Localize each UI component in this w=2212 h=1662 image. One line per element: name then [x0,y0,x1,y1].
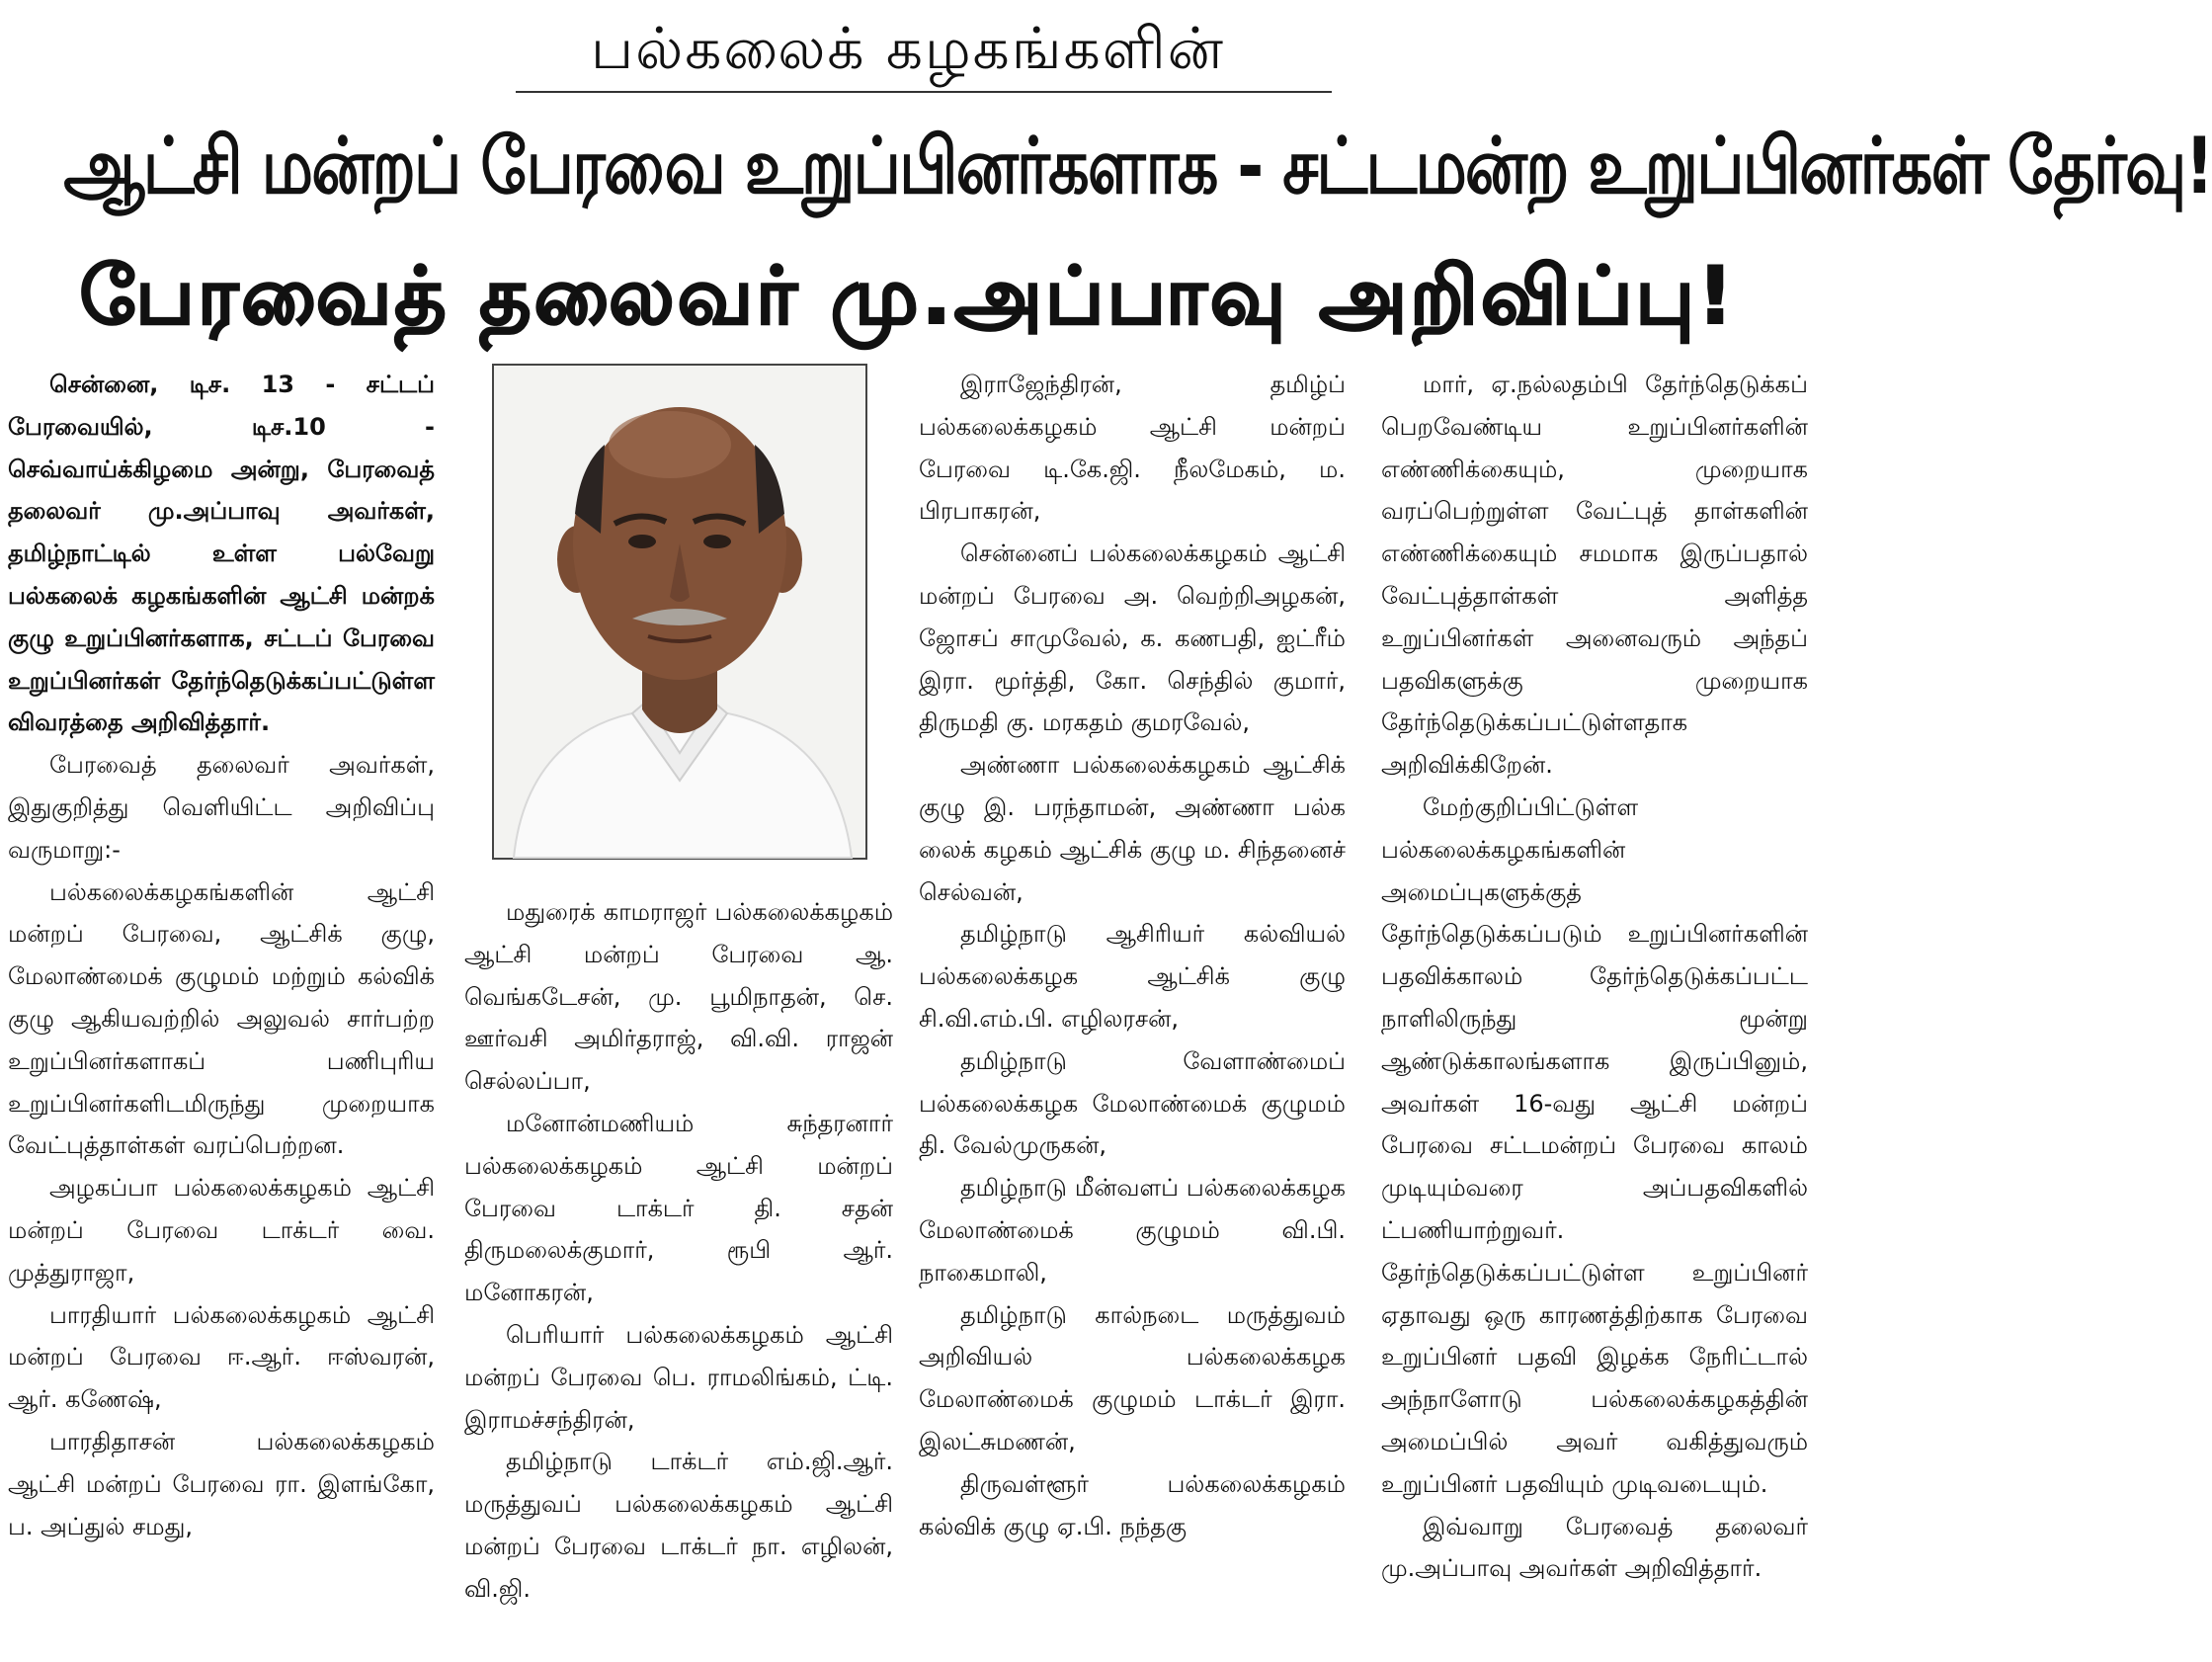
text-column-3 [919,364,1346,1547]
text-column-4 [1381,364,1808,1590]
paragraph: பாரதியார் பல்கலைக்கழகம் ஆட்சி மன்றப் பேரவை ஈ.ஆர். ஈஸ்வரன், ஆர். கணேஷ், [8,1300,435,1414]
paragraph: மதுரைக் காமராஜர் பல்கலைக்கழகம் ஆட்சி மன்றப் பேரவை ஆ. வெங்கடேசன், மு. பூமிநாதன், செ. ஊர்வசி அமிர்தராஜ், வி.வி. ராஜன் செல்லப்பா, [464,898,893,1096]
paragraph: சென்னைப் பல்கலைக்கழகம் ஆட்சி மன்றப் பேரவை அ. வெற்றிஅழகன், ஜோசப் சாமுவேல், க. கணபதி, ஐட்ரீம் இரா. மூர்த்தி, கோ. செந்தில் குமார், திருமதி கு. மரகதம் குமரவேல், [919,540,1346,737]
text-column-1 [8,364,435,1547]
portrait-illustration [494,366,865,858]
paragraph: மனோன்மணியம் சுந்தரனார் பல்கலைக்கழகம் ஆட்சி மன்றப் பேரவை டாக்டர் தி. சதன் திருமலைக்குமார், ரூபி ஆர். மனோகரன், [464,1109,893,1307]
paragraph: மார், ஏ.நல்லதம்பி தேர்ந்தெடுக்கப் பெறவேண்டிய உறுப்பினர்களின் எண்ணிக்கையும், முறையாக வரப்பெற்றுள்ள வேட்புத் தாள்களின் எண்ணிக்கையும் சமமாக இருப்பதால் வேட்புத்தாள்கள் அளித்த உறுப்பினர்கள் அனைவரும் அந்தப் பதவிகளுக்கு முறையாக தேர்ந்தெடுக்கப்பட்டுள்ளதாக அறிவிக்கிறேன். [1381,371,1808,780]
lead-paragraph: சென்னை, டிச. 13 - சட்டப் பேரவையில், டிச.10 - செவ்வாய்க்கிழமை அன்று, பேரவைத் தலைவர் மு.அப்பாவு அவர்கள், தமிழ்நாட்டில் உள்ள பல்வேறு பல்கலைக் கழகங்களின் ஆட்சி மன்றக் குழு உறுப்பினர்களாக, சட்டப் பேரவை உறுப்பினர்கள் தேர்ந்தெடுக்கப்பட்டுள்ள விவரத்தை அறிவித்தார். [8,371,435,737]
article-headline: ஆட்சி மன்றப் பேரவை உறுப்பினர்களாக - சட்டமன்ற உறுப்பினர்கள் தேர்வு! [63,121,2212,211]
paragraph: அழகப்பா பல்கலைக்கழகம் ஆட்சி மன்றப் பேரவை டாக்டர் வை. முத்துராஜா, [8,1174,435,1287]
kicker-underline [516,91,1332,93]
paragraph: இவ்வாறு பேரவைத் தலைவர் மு.அப்பாவு அவர்கள் அறிவித்தார். [1381,1512,1808,1583]
paragraph: தமிழ்நாடு மீன்வளப் பல்கலைக்கழக மேலாண்மைக் குழுமம் வி.பி. நாகைமாலி, [919,1174,1346,1287]
paragraph: மேற்குறிப்பிட்டுள்ள பல்கலைக்கழகங்களின் அமைப்புகளுக்குத் தேர்ந்தெடுக்கப்படும் உறுப்பினர்களின் பதவிக்காலம் தேர்ந்தெடுக்கப்பட்ட நாளிலிருந்து மூன்று ஆண்டுக்காலங்களாக இருப்பினும், அவர்கள் 16-வது ஆட்சி மன்றப் பேரவை சட்டமன்றப் பேரவை காலம் முடியும்வரை அப்பதவிகளில் ட்பணியாற்றுவர். தேர்ந்தெடுக்கப்பட்டுள்ள உறுப்பினர் ஏதாவது ஒரு காரணத்திற்காக பேரவை உறுப்பினர் பதவி இழக்க நேரிட்டால் அந்நாளோடு பல்கலைக்கழகத்தின் அமைப்பில் அவர் வகித்துவரும் உறுப்பினர் பதவியும் முடிவடையும். [1381,792,1808,1498]
paragraph: இராஜேந்திரன், தமிழ்ப் பல்கலைக்கழகம் ஆட்சி மன்றப் பேரவை டி.கே.ஜி. நீலமேகம், ம. பிரபாகரன், [919,371,1346,526]
paragraph: தமிழ்நாடு டாக்டர் எம்.ஜி.ஆர். மருத்துவப் பல்கலைக்கழகம் ஆட்சி மன்றப் பேரவை டாக்டர் நா. எழிலன், வி.ஜி. [464,1448,893,1603]
paragraph: தமிழ்நாடு ஆசிரியர் கல்வியல் பல்கலைக்கழக ஆட்சிக் குழு சி.வி.எம்.பி. எழிலரசன், [919,920,1346,1033]
paragraph: பல்கலைக்கழகங்களின் ஆட்சி மன்றப் பேரவை, ஆட்சிக் குழு, மேலாண்மைக் குழுமம் மற்றும் கல்விக் குழு ஆகியவற்றில் அலுவல் சார்பற்ற உறுப்பினர்களாகப் பணிபுரிய உறுப்பினர்களிடமிருந்து முறையாக வேட்புத்தாள்கள் வரப்பெற்றன. [8,877,435,1160]
paragraph: பெரியார் பல்கலைக்கழகம் ஆட்சி மன்றப் பேரவை பெ. ராமலிங்கம், ட்டி. இராமச்சந்திரன், [464,1320,893,1434]
paragraph: பாரதிதாசன் பல்கலைக்கழகம் ஆட்சி மன்றப் பேரவை ரா. இளங்கோ, ப. அப்துல் சமது, [8,1427,435,1540]
portrait-photo-icon [492,364,867,860]
article-kicker: பல்கலைக் கழகங்களின் [590,15,1226,82]
paragraph: திருவள்ளூர் பல்கலைக்கழகம் கல்விக் குழு ஏ.பி. நந்தகு [919,1469,1346,1540]
paragraph: பேரவைத் தலைவர் அவர்கள், இதுகுறித்து வெளியிட்ட அறிவிப்பு வருமாறு:- [8,751,435,864]
paragraph: அண்ணா பல்கலைக்கழகம் ஆட்சிக் குழு இ. பரந்தாமன், அண்ணா பல்க லைக் கழகம் ஆட்சிக் குழு ம. சிந்தனைச் செல்வன், [919,751,1346,906]
paragraph: தமிழ்நாடு வேளாண்மைப் பல்கலைக்கழக மேலாண்மைக் குழுமம் தி. வேல்முருகன், [919,1046,1346,1160]
text-column-2 [464,891,893,1611]
paragraph: தமிழ்நாடு கால்நடை மருத்துவம் அறிவியல் பல்கலைக்கழக மேலாண்மைக் குழுமம் டாக்டர் இரா. இலட்சுமணன், [919,1300,1346,1455]
article-subheadline: பேரவைத் தலைவர் மு.அப்பாவு அறிவிப்பு! [79,250,1737,342]
